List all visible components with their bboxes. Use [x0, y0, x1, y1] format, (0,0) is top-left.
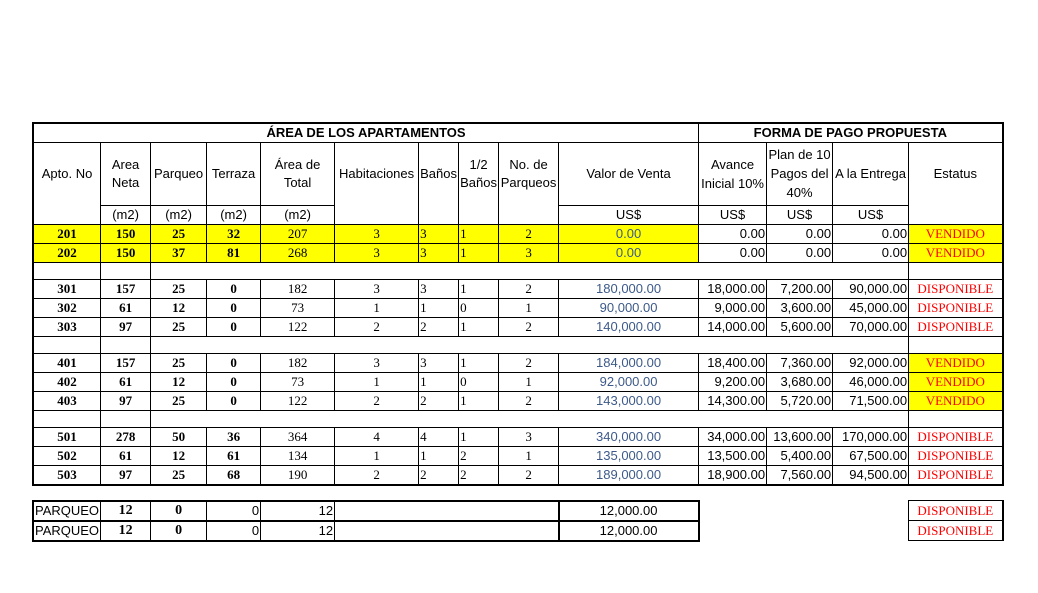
table-row [33, 298, 1003, 317]
spacer-row [33, 336, 1003, 353]
entrega-cell: 71,500.00 [833, 391, 909, 410]
parqueo-estatus-cell: DISPONIBLE [909, 501, 1003, 521]
table-row [33, 446, 1003, 465]
area-total-cell: 182 [261, 279, 335, 298]
medio-banos-cell: 1 [459, 427, 499, 446]
parqueo-cell: 25 [151, 224, 207, 243]
parqueo-cell: 37 [151, 243, 207, 262]
header-avance: Avance Inicial 10% [699, 143, 767, 206]
no-parqueos-cell: 1 [499, 372, 559, 391]
area-total-cell: 73 [261, 298, 335, 317]
entrega-cell: 90,000.00 [833, 279, 909, 298]
table-row [33, 317, 1003, 336]
plan-cell: 3,680.00 [767, 372, 833, 391]
section-pago-title: FORMA DE PAGO PROPUESTA [699, 123, 1003, 143]
terraza-cell: 68 [207, 465, 261, 485]
table-row [33, 391, 1003, 410]
habitaciones-cell: 2 [335, 465, 419, 485]
no-parqueos-cell: 3 [499, 243, 559, 262]
terraza-cell: 0 [207, 391, 261, 410]
spacer-cell [833, 336, 909, 353]
estatus-cell: DISPONIBLE [909, 279, 1003, 298]
medio-banos-cell: 0 [459, 298, 499, 317]
valor-venta-cell: 0.00 [559, 243, 699, 262]
unit-banos [419, 205, 459, 224]
medio-banos-cell: 1 [459, 224, 499, 243]
area-neta-cell: 61 [101, 298, 151, 317]
spacer-cell [33, 262, 101, 279]
plan-cell: 3,600.00 [767, 298, 833, 317]
area-neta-cell: 150 [101, 224, 151, 243]
spacer-cell [151, 336, 207, 353]
area-neta-cell: 61 [101, 446, 151, 465]
no-parqueos-cell: 2 [499, 391, 559, 410]
entrega-cell: 92,000.00 [833, 353, 909, 372]
valor-venta-cell: 180,000.00 [559, 279, 699, 298]
habitaciones-cell: 2 [335, 317, 419, 336]
avance-cell: 0.00 [699, 224, 767, 243]
gap-row [33, 485, 1003, 501]
table-row [33, 465, 1003, 485]
spacer-cell [261, 336, 335, 353]
banos-cell: 3 [419, 353, 459, 372]
parqueo-terraza-cell: 0 [207, 501, 261, 521]
medio-banos-cell: 1 [459, 391, 499, 410]
valor-venta-cell: 92,000.00 [559, 372, 699, 391]
parqueo-cell: 50 [151, 427, 207, 446]
parqueo-row [33, 521, 1003, 541]
no-parqueos-cell: 2 [499, 279, 559, 298]
habitaciones-cell: 1 [335, 446, 419, 465]
avance-cell: 18,900.00 [699, 465, 767, 485]
plan-cell: 7,560.00 [767, 465, 833, 485]
parqueo-terraza-cell: 0 [207, 521, 261, 541]
spacer-cell [335, 336, 419, 353]
banos-cell: 2 [419, 391, 459, 410]
area-total-cell: 122 [261, 317, 335, 336]
spacer-cell [33, 410, 101, 427]
terraza-cell: 36 [207, 427, 261, 446]
valor-venta-cell: 189,000.00 [559, 465, 699, 485]
spacer-cell [909, 262, 1003, 279]
spacer-cell [101, 262, 151, 279]
area-neta-cell: 278 [101, 427, 151, 446]
entrega-cell: 0.00 [833, 224, 909, 243]
banos-cell: 3 [419, 243, 459, 262]
avance-cell: 9,200.00 [699, 372, 767, 391]
spacer-cell [261, 410, 335, 427]
header-plan: Plan de 10 Pagos del 40% [767, 143, 833, 206]
parqueo-gap-cell [699, 501, 909, 521]
spacer-cell [767, 262, 833, 279]
habitaciones-cell: 4 [335, 427, 419, 446]
header-banos: Baños [419, 143, 459, 206]
apto-cell: 503 [33, 465, 101, 485]
spacer-cell [699, 336, 767, 353]
spacer-cell [833, 262, 909, 279]
area-neta-cell: 157 [101, 353, 151, 372]
valor-venta-cell: 135,000.00 [559, 446, 699, 465]
apartments-table [32, 122, 1004, 542]
parqueo-gap-cell [699, 521, 909, 541]
spacer-cell [207, 262, 261, 279]
banos-cell: 1 [419, 372, 459, 391]
parqueo-cell: 25 [151, 391, 207, 410]
habitaciones-cell: 3 [335, 279, 419, 298]
plan-cell: 0.00 [767, 243, 833, 262]
avance-cell: 34,000.00 [699, 427, 767, 446]
entrega-cell: 0.00 [833, 243, 909, 262]
spacer-cell [909, 410, 1003, 427]
no-parqueos-cell: 2 [499, 465, 559, 485]
header-parqueo: Parqueo [151, 143, 207, 206]
area-neta-cell: 97 [101, 391, 151, 410]
no-parqueos-cell: 2 [499, 224, 559, 243]
unit-total: (m2) [261, 205, 335, 224]
parqueo-cell: 25 [151, 317, 207, 336]
spacer-row [33, 262, 1003, 279]
unit-parqueos [499, 205, 559, 224]
spacer-cell [499, 262, 559, 279]
table-row [33, 279, 1003, 298]
medio-banos-cell: 0 [459, 372, 499, 391]
header-no-parqueos: No. de Parqueos [499, 143, 559, 206]
parqueo-empty-cell [335, 501, 559, 521]
spacer-cell [559, 410, 699, 427]
medio-banos-cell: 1 [459, 279, 499, 298]
terraza-cell: 0 [207, 353, 261, 372]
area-total-cell: 207 [261, 224, 335, 243]
area-neta-cell: 61 [101, 372, 151, 391]
estatus-cell: DISPONIBLE [909, 298, 1003, 317]
avance-cell: 18,000.00 [699, 279, 767, 298]
plan-cell: 5,600.00 [767, 317, 833, 336]
spacer-cell [499, 410, 559, 427]
spacer-cell [499, 336, 559, 353]
parqueo-total-cell: 12 [261, 521, 335, 541]
no-parqueos-cell: 2 [499, 353, 559, 372]
parqueo-label-cell: PARQUEO [33, 501, 101, 521]
spacer-cell [767, 410, 833, 427]
gap-cell [33, 485, 1003, 501]
table-row [33, 353, 1003, 372]
header-medio-banos: 1/2 Baños [459, 143, 499, 206]
avance-cell: 18,400.00 [699, 353, 767, 372]
plan-cell: 5,400.00 [767, 446, 833, 465]
parqueo-neta-cell: 12 [101, 521, 151, 541]
spacer-cell [335, 262, 419, 279]
parqueo-valor-cell: 12,000.00 [559, 521, 699, 541]
estatus-cell: VENDIDO [909, 243, 1003, 262]
parqueo-parqueo-cell: 0 [151, 501, 207, 521]
estatus-cell: DISPONIBLE [909, 317, 1003, 336]
no-parqueos-cell: 3 [499, 427, 559, 446]
area-neta-cell: 157 [101, 279, 151, 298]
spacer-cell [699, 410, 767, 427]
parqueo-empty-cell [335, 521, 559, 541]
estatus-cell: VENDIDO [909, 372, 1003, 391]
plan-cell: 7,360.00 [767, 353, 833, 372]
banos-cell: 1 [419, 446, 459, 465]
apto-cell: 403 [33, 391, 101, 410]
section-area-title: ÁREA DE LOS APARTAMENTOS [33, 123, 699, 143]
table-row [33, 427, 1003, 446]
plan-cell: 5,720.00 [767, 391, 833, 410]
estatus-cell: DISPONIBLE [909, 427, 1003, 446]
unit-hab [335, 205, 419, 224]
avance-cell: 9,000.00 [699, 298, 767, 317]
spacer-cell [101, 410, 151, 427]
area-total-cell: 73 [261, 372, 335, 391]
apto-cell: 501 [33, 427, 101, 446]
parqueo-cell: 12 [151, 446, 207, 465]
header-entrega: A la Entrega [833, 143, 909, 206]
unit-terraza: (m2) [207, 205, 261, 224]
estatus-cell: VENDIDO [909, 353, 1003, 372]
header-estatus: Estatus [909, 143, 1003, 206]
avance-cell: 14,000.00 [699, 317, 767, 336]
parqueo-cell: 12 [151, 372, 207, 391]
spacer-cell [419, 262, 459, 279]
valor-venta-cell: 90,000.00 [559, 298, 699, 317]
no-parqueos-cell: 2 [499, 317, 559, 336]
spacer-cell [151, 262, 207, 279]
terraza-cell: 81 [207, 243, 261, 262]
banos-cell: 4 [419, 427, 459, 446]
terraza-cell: 0 [207, 279, 261, 298]
medio-banos-cell: 1 [459, 317, 499, 336]
avance-cell: 13,500.00 [699, 446, 767, 465]
parqueo-parqueo-cell: 0 [151, 521, 207, 541]
valor-venta-cell: 0.00 [559, 224, 699, 243]
spacer-row [33, 410, 1003, 427]
banos-cell: 3 [419, 279, 459, 298]
apto-cell: 402 [33, 372, 101, 391]
header-habitaciones: Habitaciones [335, 143, 419, 206]
unit-parqueo: (m2) [151, 205, 207, 224]
estatus-cell: VENDIDO [909, 224, 1003, 243]
unit-avance: US$ [699, 205, 767, 224]
table-row [33, 224, 1003, 243]
parqueo-cell: 25 [151, 279, 207, 298]
habitaciones-cell: 3 [335, 243, 419, 262]
entrega-cell: 70,000.00 [833, 317, 909, 336]
plan-cell: 7,200.00 [767, 279, 833, 298]
estatus-cell: DISPONIBLE [909, 465, 1003, 485]
valor-venta-cell: 140,000.00 [559, 317, 699, 336]
header-terraza: Terraza [207, 143, 261, 206]
habitaciones-cell: 1 [335, 298, 419, 317]
area-total-cell: 182 [261, 353, 335, 372]
medio-banos-cell: 1 [459, 353, 499, 372]
apto-cell: 301 [33, 279, 101, 298]
header-valor-venta: Valor de Venta [559, 143, 699, 206]
medio-banos-cell: 2 [459, 446, 499, 465]
spacer-cell [33, 336, 101, 353]
unit-plan: US$ [767, 205, 833, 224]
parqueo-total-cell: 12 [261, 501, 335, 521]
habitaciones-cell: 3 [335, 353, 419, 372]
area-total-cell: 364 [261, 427, 335, 446]
banos-cell: 2 [419, 465, 459, 485]
area-total-cell: 268 [261, 243, 335, 262]
banos-cell: 1 [419, 298, 459, 317]
apto-cell: 302 [33, 298, 101, 317]
habitaciones-cell: 1 [335, 372, 419, 391]
header-area-total: Área de Total [261, 143, 335, 206]
valor-venta-cell: 143,000.00 [559, 391, 699, 410]
banos-cell: 3 [419, 224, 459, 243]
apto-cell: 201 [33, 224, 101, 243]
parqueo-cell: 12 [151, 298, 207, 317]
parqueo-neta-cell: 12 [101, 501, 151, 521]
area-neta-cell: 97 [101, 317, 151, 336]
spacer-cell [261, 262, 335, 279]
avance-cell: 0.00 [699, 243, 767, 262]
unit-estatus [909, 205, 1003, 224]
parqueo-valor-cell: 12,000.00 [559, 501, 699, 521]
spacer-cell [419, 410, 459, 427]
no-parqueos-cell: 1 [499, 446, 559, 465]
valor-venta-cell: 340,000.00 [559, 427, 699, 446]
spacer-cell [767, 336, 833, 353]
spacer-cell [699, 262, 767, 279]
habitaciones-cell: 3 [335, 224, 419, 243]
header-apto: Apto. No [33, 143, 101, 206]
table-row [33, 372, 1003, 391]
banos-cell: 2 [419, 317, 459, 336]
spacer-cell [833, 410, 909, 427]
area-neta-cell: 97 [101, 465, 151, 485]
terraza-cell: 0 [207, 372, 261, 391]
header-area-neta: Area Neta [101, 143, 151, 206]
estatus-cell: DISPONIBLE [909, 446, 1003, 465]
unit-apto [33, 205, 101, 224]
estatus-cell: VENDIDO [909, 391, 1003, 410]
avance-cell: 14,300.00 [699, 391, 767, 410]
spacer-cell [419, 336, 459, 353]
spacer-cell [459, 336, 499, 353]
area-neta-cell: 150 [101, 243, 151, 262]
spacer-cell [101, 336, 151, 353]
spacer-cell [559, 262, 699, 279]
terraza-cell: 61 [207, 446, 261, 465]
entrega-cell: 45,000.00 [833, 298, 909, 317]
entrega-cell: 94,500.00 [833, 465, 909, 485]
spacer-cell [559, 336, 699, 353]
habitaciones-cell: 2 [335, 391, 419, 410]
spacer-cell [459, 410, 499, 427]
spacer-cell [459, 262, 499, 279]
spacer-cell [335, 410, 419, 427]
medio-banos-cell: 2 [459, 465, 499, 485]
apto-cell: 401 [33, 353, 101, 372]
unit-neta: (m2) [101, 205, 151, 224]
area-total-cell: 122 [261, 391, 335, 410]
spacer-cell [207, 410, 261, 427]
table-row [33, 243, 1003, 262]
apto-cell: 303 [33, 317, 101, 336]
spacer-cell [151, 410, 207, 427]
medio-banos-cell: 1 [459, 243, 499, 262]
unit-entrega: US$ [833, 205, 909, 224]
parqueo-cell: 25 [151, 465, 207, 485]
parqueo-estatus-cell: DISPONIBLE [909, 521, 1003, 541]
parqueo-cell: 25 [151, 353, 207, 372]
plan-cell: 13,600.00 [767, 427, 833, 446]
plan-cell: 0.00 [767, 224, 833, 243]
valor-venta-cell: 184,000.00 [559, 353, 699, 372]
terraza-cell: 0 [207, 317, 261, 336]
terraza-cell: 0 [207, 298, 261, 317]
unit-medio [459, 205, 499, 224]
apto-cell: 202 [33, 243, 101, 262]
area-total-cell: 190 [261, 465, 335, 485]
area-total-cell: 134 [261, 446, 335, 465]
entrega-cell: 67,500.00 [833, 446, 909, 465]
unit-valor: US$ [559, 205, 699, 224]
spacer-cell [909, 336, 1003, 353]
terraza-cell: 32 [207, 224, 261, 243]
apto-cell: 502 [33, 446, 101, 465]
no-parqueos-cell: 1 [499, 298, 559, 317]
spacer-cell [207, 336, 261, 353]
parqueo-row [33, 501, 1003, 521]
parqueo-label-cell: PARQUEO [33, 521, 101, 541]
entrega-cell: 46,000.00 [833, 372, 909, 391]
entrega-cell: 170,000.00 [833, 427, 909, 446]
